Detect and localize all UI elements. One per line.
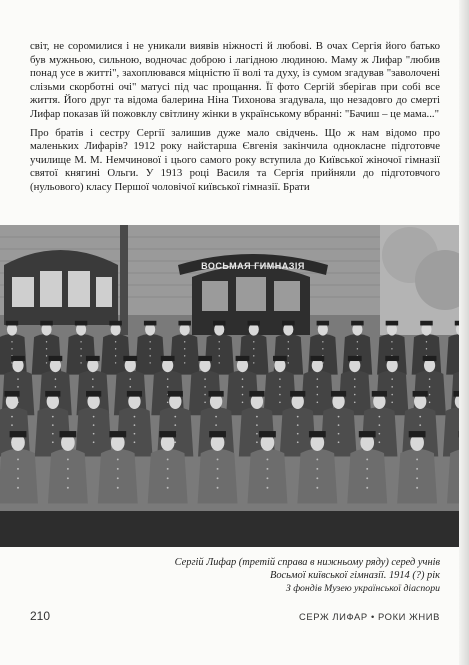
photo-caption xyxy=(30,556,440,596)
running-head: СЕРЖ ЛИФАР • РОКИ ЖНИВ xyxy=(298,611,440,622)
paragraph: світ, не соромилися і не уникали виявів ніжності й любові. В очах Сергія його батько був мужньою, сильною, водночас доброю і лагідною людиною. Маму ж Лифар "любив понад усе в житті", захоплювався міцністю її волі та духу, із сумом згадував "заволочені слізьми скорботні очі" матусі під час прощання. Її фото Сергій зберігав при собі все життя. Його друг та відома балерина Ніна Тихонова згадувала, що незадовго до смерті Лифар показав їй пожовклу світлину жінки в українському вбранні: "Бачиш – це мама..." xyxy=(30,40,440,120)
page-spine-shadow xyxy=(459,0,469,665)
caption-line: Восьмої київської гімназії. 1914 (?) рік xyxy=(270,570,440,582)
historical-photo xyxy=(0,225,469,547)
page-number: 210 xyxy=(30,609,51,623)
caption-line: Сергій Лифар (третій справа в нижньому ряду) серед учнів xyxy=(174,557,440,568)
page-footer xyxy=(30,609,440,625)
body-text xyxy=(30,40,440,195)
paragraph: Про братів і сестру Сергії залишив дуже мало свідчень. Що ж нам відомо про маленьких Лифарів? 1912 року найстарша Євгенія закінчила однокласне підготовче училище М. М. Немчинової і цього самого року вступила до Київської жіночої гімназії святої княгині Ольги. У 1913 році Василя та Сергія прийняли до підготовчого (нульового) класу Першої чоловічої київської гімназії. Брати xyxy=(30,126,440,193)
caption-source: З фондів Музею української діаспори xyxy=(285,583,440,595)
sign-text: ВОСЬМАЯ ГИМНАЗІЯ xyxy=(201,261,305,271)
